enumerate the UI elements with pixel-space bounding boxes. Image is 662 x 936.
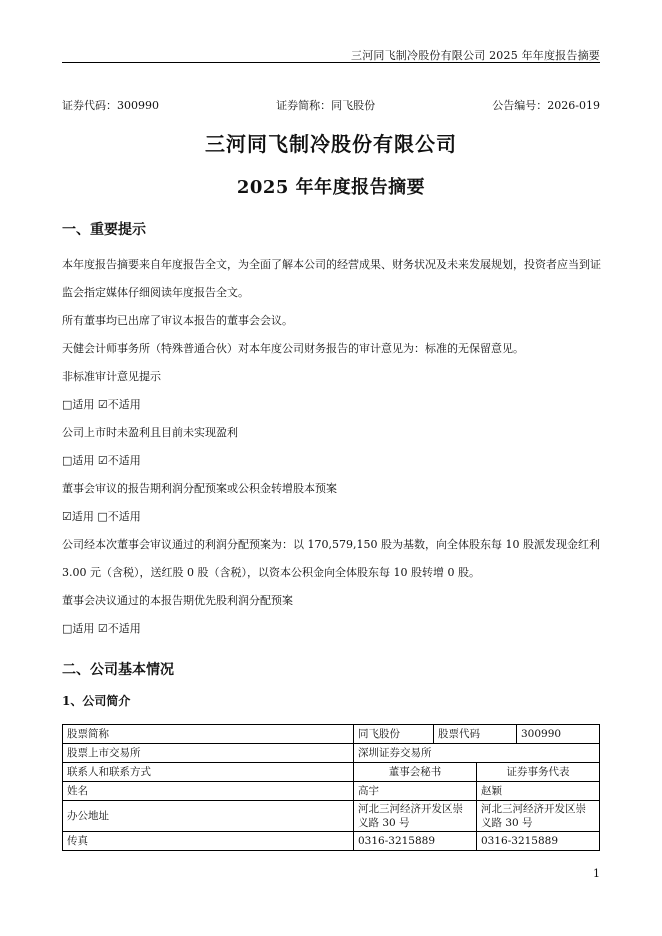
paragraph-summary-source: 本年度报告摘要来自年度报告全文，为全面了解本公司的经营成果、财务状况及未来发展规划，投资者应当到证监会指定媒体仔细阅读年度报告全文。	[62, 258, 601, 299]
paragraph-board-attendance: 所有董事均已出席了审议本报告的董事会会议。	[62, 314, 293, 327]
table-cell: 股票上市交易所	[63, 744, 354, 763]
section-heading-company-basic-info: 二、公司基本情况	[62, 662, 174, 678]
table-cell: 股票简称	[63, 725, 354, 744]
notice-number: 公告编号：2026-019	[492, 99, 600, 112]
table-cell: 高宇	[354, 782, 477, 801]
table-row	[63, 832, 600, 851]
applicability-preferred-dividend: □适用 ☑不适用	[62, 622, 141, 635]
table-cell: 姓名	[63, 782, 354, 801]
report-title: 2025 年年度报告摘要	[236, 177, 426, 198]
stock-code: 证券代码：300990	[62, 99, 159, 112]
paragraph-preferred-dividend-label: 董事会决议通过的本报告期优先股利润分配预案	[62, 594, 293, 607]
applicability-nonstandard-audit: □适用 ☑不适用	[62, 398, 141, 411]
table-cell: 赵颖	[477, 782, 600, 801]
applicability-dividend-plan: ☑适用 □不适用	[62, 510, 141, 523]
table-cell: 河北三河经济开发区崇义路 30 号	[354, 801, 477, 832]
table-cell: 董事会秘书	[354, 763, 477, 782]
table-row	[63, 763, 600, 782]
section-heading-important-notice: 一、重要提示	[62, 222, 146, 238]
table-cell: 同飞股份	[354, 725, 434, 744]
page-number: 1	[593, 867, 600, 880]
table-cell: 办公地址	[63, 801, 354, 832]
table-cell: 深圳证券交易所	[354, 744, 600, 763]
paragraph-unprofitable-label: 公司上市时未盈利且目前未实现盈利	[62, 426, 238, 439]
running-header: 三河同飞制冷股份有限公司 2025 年年度报告摘要	[351, 49, 600, 62]
table-cell: 河北三河经济开发区崇义路 30 号	[477, 801, 600, 832]
company-title: 三河同飞制冷股份有限公司	[205, 132, 457, 156]
header-rule	[62, 62, 600, 63]
paragraph-dividend-plan-label: 董事会审议的报告期利润分配预案或公积金转增股本预案	[62, 482, 337, 495]
meta-row	[62, 97, 600, 113]
table-row	[63, 725, 600, 744]
table-cell: 证券事务代表	[477, 763, 600, 782]
company-profile-table	[62, 724, 600, 851]
table-cell: 传真	[63, 832, 354, 851]
table-cell: 300990	[517, 725, 600, 744]
table-cell: 0316-3215889	[477, 832, 600, 851]
table-row	[63, 782, 600, 801]
applicability-unprofitable: □适用 ☑不适用	[62, 454, 141, 467]
table-cell: 0316-3215889	[354, 832, 477, 851]
paragraph-audit-opinion: 天健会计师事务所（特殊普通合伙）对本年度公司财务报告的审计意见为：标准的无保留意见。	[62, 342, 524, 355]
paragraph-dividend-plan-detail: 公司经本次董事会审议通过的利润分配预案为：以 170,579,150 股为基数，向全体股东每 10 股派发现金红利 3.00 元（含税），送红股 0 股（含税），以资本公积金向全体股东每 10 股转增 0 股。	[62, 538, 600, 579]
table-cell: 联系人和联系方式	[63, 763, 354, 782]
table-row	[63, 744, 600, 763]
paragraph-nonstandard-audit-label: 非标准审计意见提示	[62, 370, 161, 383]
sub-heading-company-profile: 1、公司简介	[62, 694, 131, 708]
table-row	[63, 801, 600, 832]
stock-abbreviation: 证券简称：同飞股份	[276, 99, 376, 112]
table-cell: 股票代码	[434, 725, 517, 744]
